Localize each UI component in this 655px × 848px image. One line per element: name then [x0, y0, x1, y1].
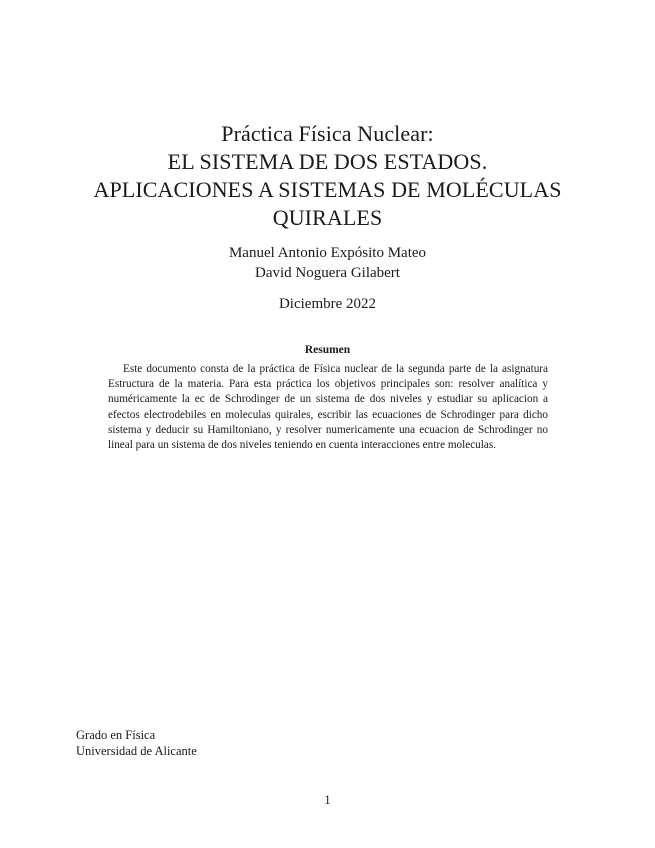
- title-line: Práctica Física Nuclear:: [221, 121, 434, 146]
- abstract-heading: Resumen: [304, 344, 351, 356]
- title-line: EL SISTEMA DE DOS ESTADOS.: [167, 149, 488, 174]
- affiliation-university: Universidad de Alicante: [76, 744, 197, 758]
- document-date: Diciembre 2022: [278, 296, 377, 312]
- affiliation: [76, 727, 197, 759]
- page-number: 1: [324, 793, 331, 807]
- document-title: [40, 120, 615, 232]
- title-line: APLICACIONES A SISTEMAS DE MOLÉCULAS: [93, 177, 562, 202]
- abstract-text: Este documento consta de la práctica de Física nuclear de la segunda parte de la asignatura Estructura de la materia. Para esta práctica los objetivos principales son: resolver analítica y numéricamente la ec de Schrodinger de un sistema de dos niveles y estudiar su aplicacion a efectos electrodebiles en moleculas quirales, escribir las ecuaciones de Schrodinger para dicho sistema y deducir su Hamiltoniano, y resolver numericamente una ecuacion de Schrodinger no lineal para un sistema de dos niveles teniendo en cuenta interacciones entre moleculas.: [108, 363, 548, 452]
- author-name: David Noguera Gilabert: [255, 265, 400, 281]
- author-list: [40, 243, 615, 283]
- author-name: Manuel Antonio Expósito Mateo: [228, 245, 427, 261]
- title-line: QUIRALES: [272, 205, 383, 230]
- affiliation-degree: Grado en Física: [76, 728, 156, 742]
